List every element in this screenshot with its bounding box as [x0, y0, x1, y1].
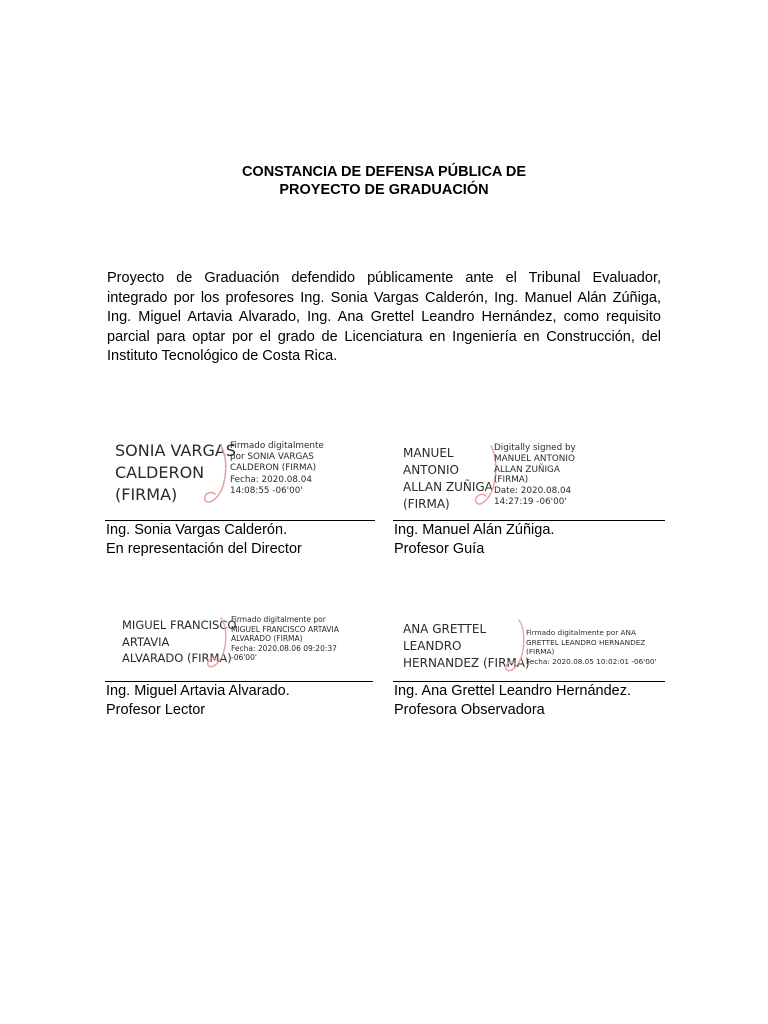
seal-digital-info: Firmado digitalmente por SONIA VARGAS CALDERON (FIRMA) Fecha: 2020.08.04 14:08:55 -06'00' [230, 441, 324, 496]
signature-block-ana [393, 612, 665, 752]
seal-signer-name: SONIA VARGAS CALDERON (FIRMA) [115, 441, 236, 504]
signature-block-sonia [105, 440, 375, 580]
seal-signer-name: MIGUEL FRANCISCO ARTAVIA ALVARADO (FIRMA) [122, 618, 237, 665]
signature-block-miguel [105, 612, 373, 752]
signer-name: Ing. Miguel Artavia Alvarado. [106, 683, 290, 699]
signer-role: Profesora Observadora [394, 702, 545, 718]
signer-name: Ing. Ana Grettel Leandro Hernández. [394, 683, 631, 699]
signature-caption [106, 521, 302, 559]
seal-signer-name: ANA GRETTEL LEANDRO HERNANDEZ (FIRMA) [403, 622, 530, 670]
seal-signer-name: MANUEL ANTONIO ALLAN ZUÑIGA (FIRMA) [403, 446, 493, 511]
signer-role: En representación del Director [106, 541, 302, 557]
signature-caption [106, 682, 290, 720]
signature-caption [394, 521, 554, 559]
seal-digital-info: Firmado digitalmente por ANA GRETTEL LEANDRO HERNANDEZ (FIRMA) Fecha: 2020.08.05 10:02:01 -06'00' [526, 628, 657, 666]
title-line-1: CONSTANCIA DE DEFENSA PÚBLICA DE [241, 164, 527, 180]
seal-digital-info: Digitally signed by MANUEL ANTONIO ALLAN ZUÑIGA (FIRMA) Date: 2020.08.04 14:27:19 -06'00' [494, 443, 576, 507]
signer-role: Profesor Lector [106, 702, 206, 718]
seal-digital-info: Firmado digitalmente por MIGUEL FRANCISCO ARTAVIA ALVARADO (FIRMA) Fecha: 2020.08.06 09:20:37 -06'00' [231, 615, 339, 663]
signature-block-manuel [393, 440, 665, 580]
signer-name: Ing. Sonia Vargas Calderón. [106, 522, 288, 538]
signer-name: Ing. Manuel Alán Zúñiga. [394, 522, 555, 538]
document-title [0, 163, 768, 199]
signature-caption [394, 682, 631, 720]
title-line-2: PROYECTO DE GRADUACIÓN [279, 182, 489, 198]
body-paragraph: Proyecto de Graduación defendido públicamente ante el Tribunal Evaluador, integrado por los profesores Ing. Sonia Vargas Calderón, Ing. Manuel Alán Zúñiga, Ing. Miguel Artavia Alvarado, Ing. Ana Grettel Leandro Hernández, como requisito parcial para optar por el grado de Licenciatura en Ingeniería en Construcción, del Instituto Tecnológico de Costa Rica. [107, 270, 661, 364]
signer-role: Profesor Guía [394, 541, 485, 557]
